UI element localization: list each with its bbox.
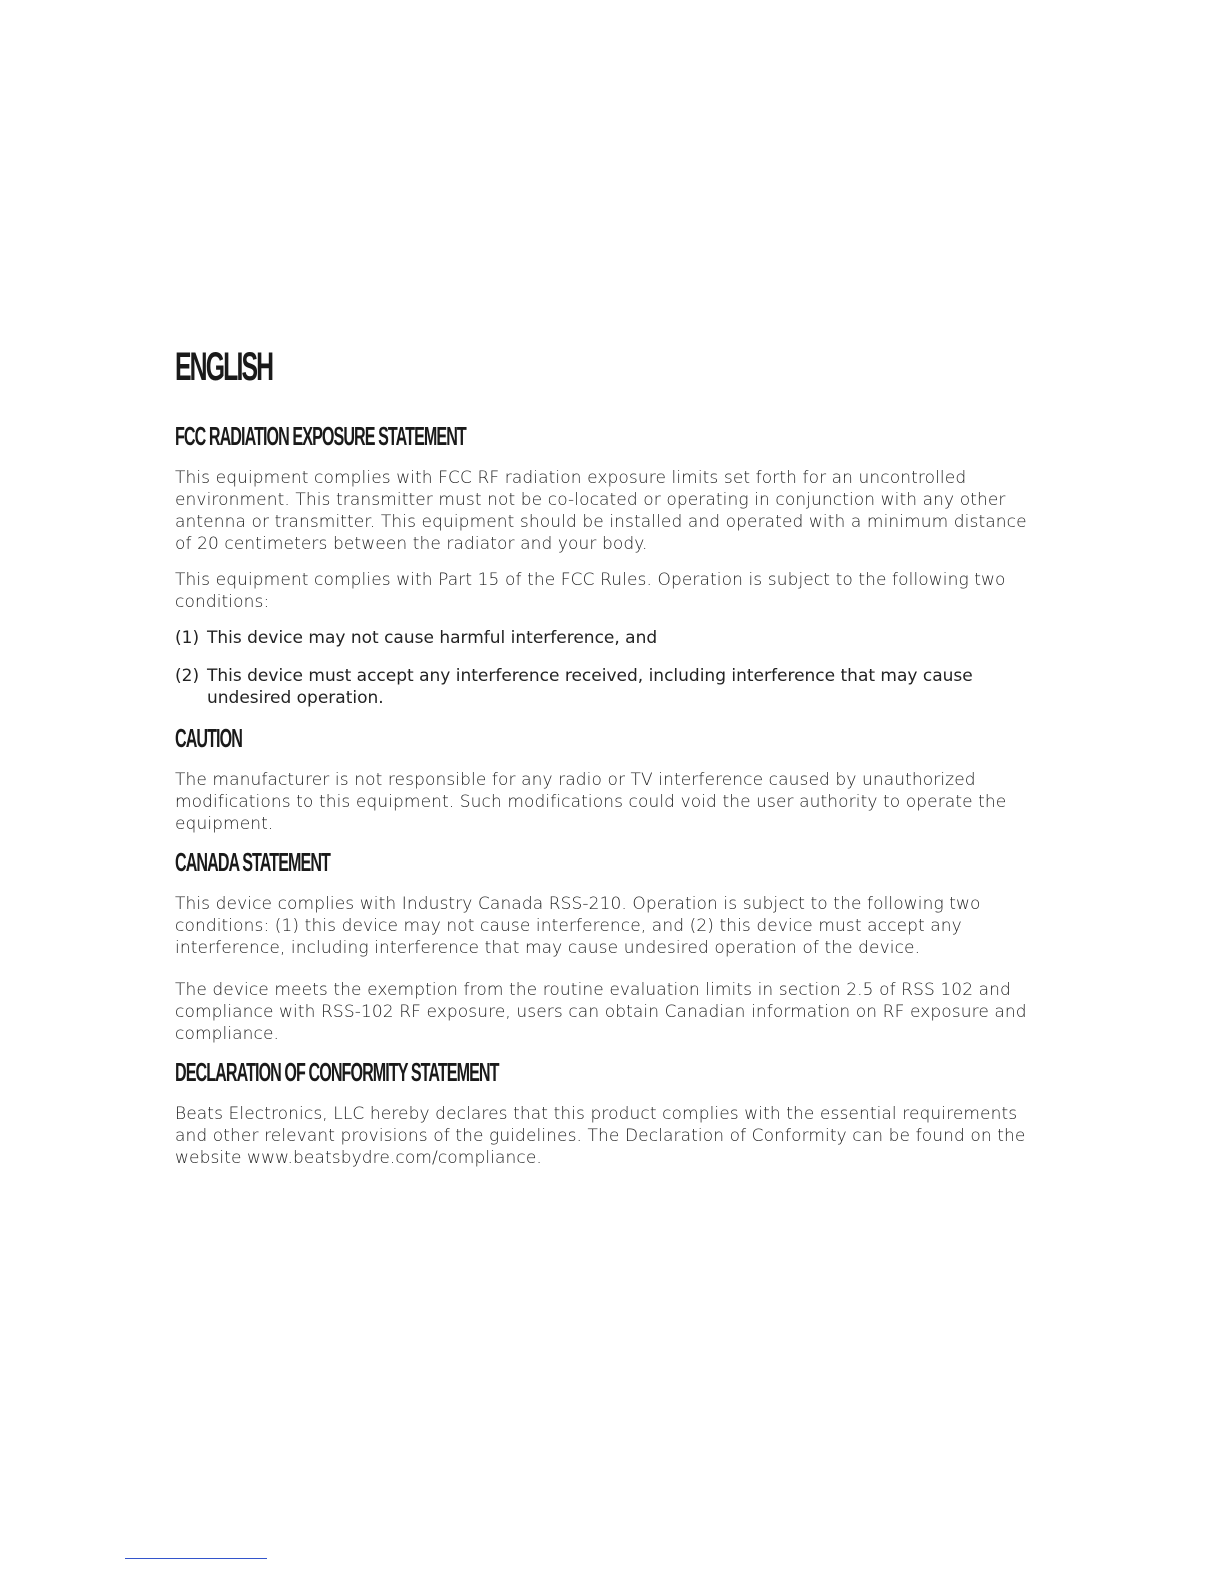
canada-paragraph-1: This device complies with Industry Canada RSS-210. Operation is subject to the following two conditions: (1) this device may not cause interference, and (2) this device must accept any interference, including interference that may cause undesired operation of the device. [175, 894, 981, 958]
fcc-section [175, 421, 1045, 709]
footnote-divider [125, 1558, 267, 1559]
fcc-paragraph-2: This equipment complies with Part 15 of the FCC Rules. Operation is subject to the following two conditions: [175, 570, 1006, 612]
doc-section-title: DECLARATION OF CONFORMITY STATEMENT [175, 1057, 499, 1087]
caution-section-title: CAUTION [175, 723, 242, 753]
canada-paragraph-2: The device meets the exemption from the routine evaluation limits in section 2.5 of RSS 102 and compliance with RSS-102 RF exposure, users can obtain Canadian information on RF exposure and compliance. [175, 980, 1027, 1044]
caution-paragraph: The manufacturer is not responsible for any radio or TV interference caused by unauthorized modifications to this equipment. Such modifications could void the user authority to operate the equipment. [175, 770, 1007, 834]
condition-text: This device must accept any interference received, including interference that may cause undesired operation. [207, 666, 973, 708]
fcc-paragraph-1: This equipment complies with FCC RF radiation exposure limits set forth for an uncontrolled environment. This transmitter must not be co-located or operating in conjunction with any other antenna or transmitter. This equipment should be installed and operated with a minimum distance of 20 centimeters between the radiator and your body. [175, 468, 1027, 554]
canada-section-title: CANADA STATEMENT [175, 847, 330, 877]
caution-section [175, 723, 1045, 835]
fcc-condition-1 [175, 627, 1045, 649]
language-title: ENGLISH [175, 345, 273, 389]
condition-number: (2) [175, 666, 200, 686]
fcc-condition-2 [175, 665, 1045, 709]
condition-text: This device may not cause harmful interference, and [207, 628, 658, 648]
fcc-section-title: FCC RADIATION EXPOSURE STATEMENT [175, 421, 466, 451]
condition-number: (1) [175, 628, 200, 648]
doc-paragraph: Beats Electronics, LLC hereby declares that this product complies with the essential requirements and other relevant provisions of the guidelines. The Declaration of Conformity can be found on the website www.beatsbydre.com/compliance. [175, 1104, 1026, 1168]
document-body [175, 345, 1045, 1183]
doc-section [175, 1057, 1045, 1169]
canada-section [175, 847, 1045, 1045]
